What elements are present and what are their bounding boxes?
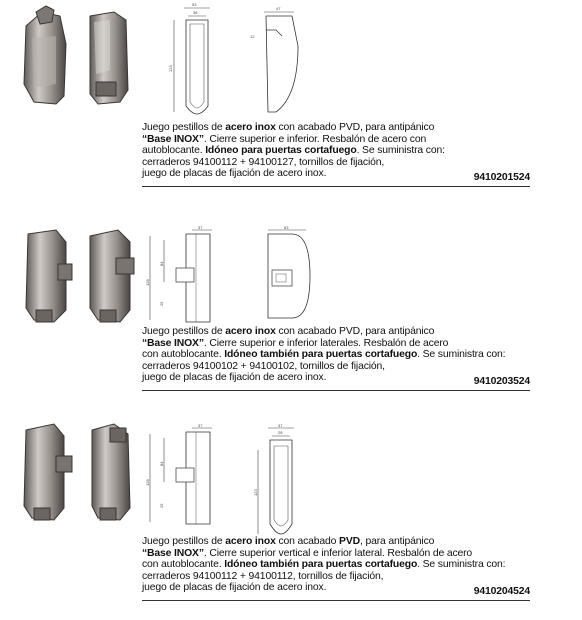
dim-top-width: 53 (192, 2, 197, 7)
description-line (142, 559, 530, 571)
technical-drawing-side (250, 424, 310, 540)
product-code: 9410204524 (473, 586, 530, 598)
product-code: 9410201524 (473, 172, 530, 184)
description-bold-run: Idóneo para puertas cortafuego (205, 145, 357, 157)
dim-side-small: 12 (250, 34, 255, 39)
dim-top-inner: 36 (193, 10, 198, 15)
dim-inner: 84 (159, 461, 164, 466)
description-run: . Cierre superior e inferior laterales. Resbalón de acero (203, 337, 449, 349)
product-photo-latch-side (84, 422, 138, 522)
description-run: con autoblocante. (142, 559, 225, 571)
description-line (142, 349, 530, 361)
description-run: Juego pestillos de (142, 122, 226, 133)
product-block-3 (0, 410, 582, 620)
technical-drawing-front (162, 2, 232, 120)
dim-side-height: 123 (253, 489, 258, 496)
description-run: juego de placas de fijación de acero inox. (142, 168, 327, 180)
product-block-2 (0, 200, 582, 410)
product-description-2 (142, 326, 530, 388)
description-run: juego de placas de fijación de acero inox. (142, 372, 327, 384)
dim-top-width: 37 (198, 424, 203, 428)
description-run: cerraderos 94100102 + 94100102, tornillos de fijación, (142, 360, 385, 372)
description-run: , para antipánico (359, 536, 435, 547)
description-run: juego de placas de fijación de acero inox. (142, 582, 327, 594)
description-run: . Cierre superior e inferior. Resbalón de acero con (203, 133, 427, 145)
description-line (142, 168, 530, 180)
dim-side-width: 47 (276, 6, 281, 11)
description-bold-run: acero inox (225, 536, 276, 547)
technical-drawing-side (254, 226, 324, 326)
technical-drawing-side (236, 6, 306, 118)
description-run: con acabado (275, 536, 340, 547)
product-description-3 (142, 536, 530, 598)
description-run: Juego pestillos de (142, 536, 226, 547)
description-line (142, 372, 530, 384)
divider-line (142, 390, 530, 391)
dim-height: 128 (145, 279, 150, 286)
product-photo-latch-side (80, 10, 134, 106)
description-bold-run: acero inox (225, 326, 276, 337)
description-lines (142, 536, 530, 594)
description-run: Juego pestillos de (142, 326, 226, 337)
description-line (142, 536, 530, 548)
description-lines (142, 122, 530, 180)
description-bold-run: Idóneo también para puertas cortafuego (224, 559, 418, 571)
description-run: con autoblocante. (142, 349, 225, 361)
technical-drawing-front (140, 226, 230, 326)
technical-drawing-front (140, 424, 230, 534)
description-run: cerraderos 94100112 + 94100127, tornillos de fijación, (142, 156, 385, 168)
dim-inner: 84 (159, 261, 164, 266)
dim-top-width: 37 (198, 226, 203, 230)
divider-line (142, 600, 530, 601)
dim-side-inner: 28 (278, 430, 283, 435)
description-bold-run: PVD (339, 536, 360, 547)
description-run: . Se suministra con: (356, 145, 445, 157)
description-run: con acabado PVD, para antipánico (275, 326, 435, 337)
description-run: . Se suministra con: (417, 559, 506, 571)
product-description-1 (142, 122, 530, 184)
description-run: autoblocante. (142, 145, 206, 157)
description-line (142, 582, 530, 594)
dim-height: 123 (168, 65, 173, 72)
description-run: . Cierre superior vertical e inferior lateral. Resbalón de acero (203, 547, 473, 559)
description-line (142, 548, 530, 560)
description-lines (142, 326, 530, 384)
description-bold-run: acero inox (225, 122, 276, 133)
product-photo-latch-front (14, 228, 74, 324)
product-block-1 (0, 0, 582, 200)
description-line (142, 157, 530, 169)
description-line (142, 145, 530, 157)
dim-side-top: 37 (278, 424, 283, 428)
description-run: con acabado PVD, para antipánico (275, 122, 435, 133)
product-photo-latch-front (14, 422, 74, 522)
divider-line (142, 186, 530, 187)
description-bold-run: “Base INOX” (142, 547, 204, 559)
description-line (142, 361, 530, 373)
description-bold-run: Idóneo también para puertas cortafuego (224, 349, 418, 361)
product-photo-latch-side (82, 228, 138, 324)
description-line (142, 326, 530, 338)
description-line (142, 571, 530, 583)
description-bold-run: “Base INOX” (142, 337, 204, 349)
dim-low: 25 (159, 301, 164, 306)
product-code: 9410203524 (473, 376, 530, 388)
description-bold-run: “Base INOX” (142, 133, 204, 145)
description-line (142, 134, 530, 146)
description-line (142, 122, 530, 134)
description-run: . Se suministra con: (417, 349, 506, 361)
description-run: cerraderos 94100112 + 94100112, tornillos de fijación, (142, 570, 384, 582)
description-line (142, 338, 530, 350)
product-photo-latch-front (12, 4, 72, 108)
dim-height: 128 (145, 479, 150, 486)
dim-low: 25 (159, 503, 164, 508)
dim-side-width: 63 (284, 226, 289, 230)
